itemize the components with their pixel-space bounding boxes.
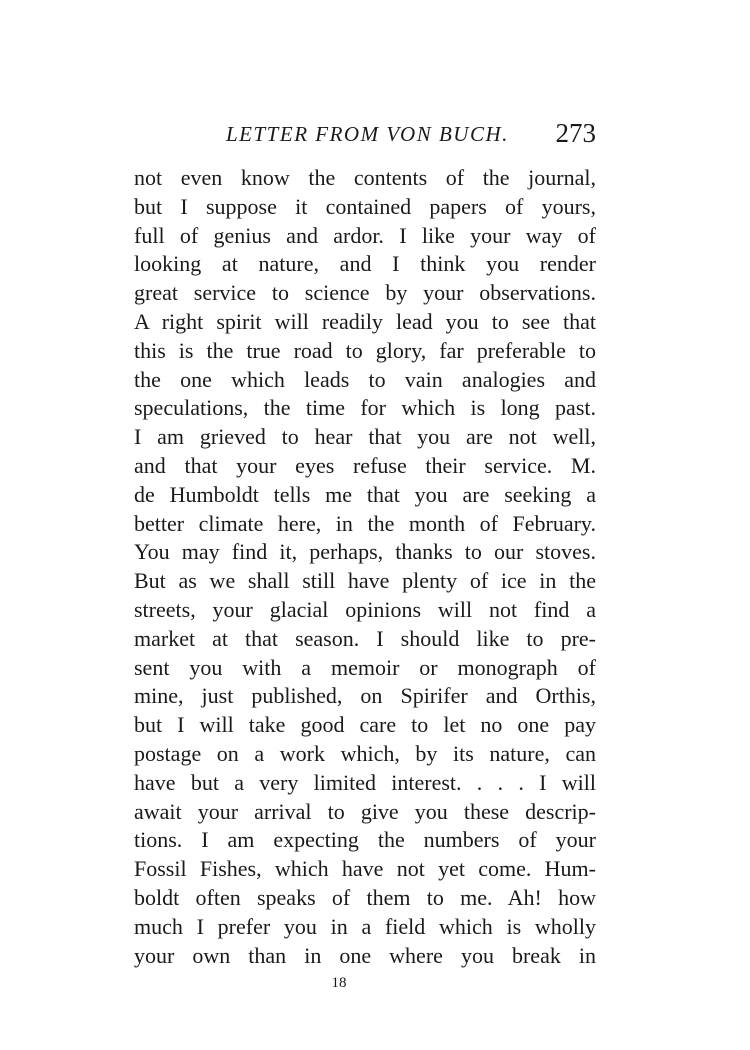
page-number: 273 <box>555 118 596 148</box>
text-line: full of genius and ardor. I like your way of <box>134 222 596 248</box>
text-line: await your arrival to give you these descrip- <box>134 798 596 824</box>
text-line: I am grieved to hear that you are not well, <box>134 424 596 450</box>
text-line: sent you with a memoir or monograph of <box>134 654 596 680</box>
text-line: but I will take good care to let no one pay <box>134 712 596 738</box>
text-line: speculations, the time for which is long past. <box>134 395 596 421</box>
text-line: market at that season. I should like to pre- <box>134 625 596 651</box>
text-line: much I prefer you in a field which is wholly <box>134 913 596 939</box>
text-line: de Humboldt tells me that you are seeking a <box>134 481 596 507</box>
text-line: have but a very limited interest. . . . I will <box>134 769 596 795</box>
text-line: this is the true road to glory, far preferable to <box>134 337 596 363</box>
text-line: boldt often speaks of them to me. Ah! how <box>134 884 596 910</box>
text-line: better climate here, in the month of February. <box>134 510 596 536</box>
text-line: your own than in one where you break in <box>134 942 596 968</box>
text-line: But as we shall still have plenty of ice in the <box>134 568 596 594</box>
text-line: You may find it, perhaps, thanks to our stoves. <box>134 539 596 565</box>
text-line: great service to science by your observations. <box>134 280 596 306</box>
text-line: not even know the contents of the journal, <box>134 165 596 190</box>
text-line: mine, just published, on Spirifer and Orthis, <box>134 683 596 709</box>
text-line: A right spirit will readily lead you to see that <box>134 308 596 334</box>
text-line: and that your eyes refuse their service. M. <box>134 452 596 478</box>
text-line: the one which leads to vain analogies and <box>134 366 596 392</box>
running-title: LETTER FROM VON BUCH. <box>226 122 509 146</box>
running-head <box>226 118 596 158</box>
text-line: but I suppose it contained papers of yours, <box>134 193 596 219</box>
text-line: Fossil Fishes, which have not yet come. Hum- <box>134 856 596 882</box>
text-line: tions. I am expecting the numbers of your <box>134 827 596 853</box>
signature-mark-container <box>0 975 750 992</box>
signature-mark: 18 <box>331 975 347 991</box>
text-line: looking at nature, and I think you render <box>134 251 596 277</box>
text-line: postage on a work which, by its nature, can <box>134 740 596 766</box>
text-line: streets, your glacial opinions will not find a <box>134 596 596 622</box>
body-text <box>134 164 596 970</box>
